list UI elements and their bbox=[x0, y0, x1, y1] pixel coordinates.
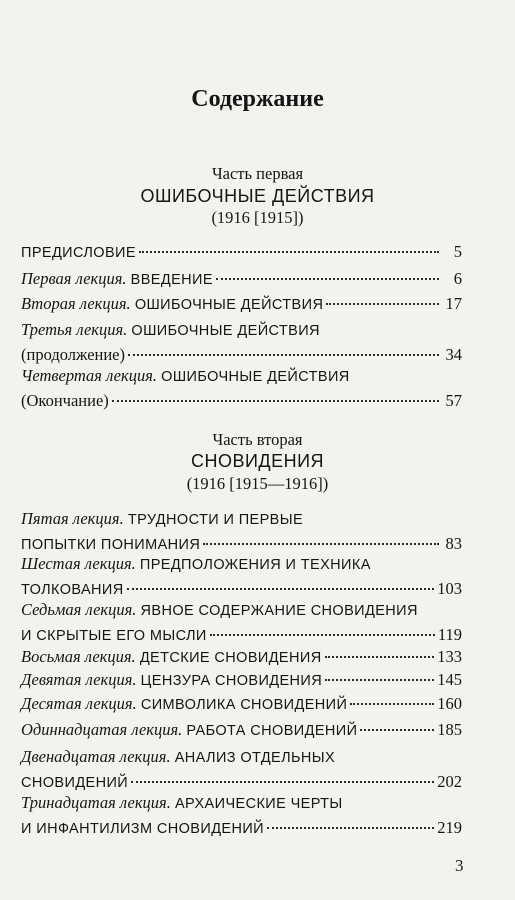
toc-entry-page: 160 bbox=[437, 694, 462, 713]
toc-entry-lecture: Первая лекция. bbox=[21, 269, 127, 288]
toc-entry-lecture: Восьмая лекция. bbox=[21, 647, 136, 666]
toc-entry-lecture-4[interactable] bbox=[21, 364, 462, 412]
part2-label: Часть вторая bbox=[212, 430, 303, 449]
dot-leader bbox=[267, 827, 434, 829]
page-title: Содержание bbox=[191, 86, 324, 112]
dot-leader bbox=[216, 278, 439, 280]
toc-entry-page: 5 bbox=[453, 242, 462, 261]
toc-entry-topic: ПРЕДИСЛОВИЕ bbox=[21, 245, 136, 261]
toc-entry-lecture-1[interactable] bbox=[21, 267, 462, 292]
dot-leader bbox=[203, 543, 439, 545]
dot-leader bbox=[326, 303, 439, 305]
dot-leader bbox=[325, 656, 435, 658]
toc-entry-lecture-7[interactable] bbox=[21, 598, 462, 648]
part1-heading: ОШИБОЧНЫЕ ДЕЙСТВИЯ bbox=[140, 186, 375, 206]
toc-entry-page: 83 bbox=[445, 534, 462, 553]
toc-entry-lecture-11[interactable] bbox=[21, 718, 462, 743]
toc-entry-page: 17 bbox=[445, 294, 462, 313]
part1-label: Часть первая bbox=[211, 164, 304, 183]
toc-entry-continuation: И СКРЫТЫЕ ЕГО МЫСЛИ bbox=[21, 628, 207, 644]
toc-entry-lecture: Седьмая лекция. bbox=[21, 600, 137, 619]
toc-entry-topic: ТРУДНОСТИ И ПЕРВЫЕ bbox=[127, 512, 304, 528]
dot-leader bbox=[210, 634, 435, 636]
dot-leader bbox=[139, 251, 439, 253]
toc-entry-topic: ВВЕДЕНИЕ bbox=[130, 272, 213, 288]
toc-entry-topic: ЯВНОЕ СОДЕРЖАНИЕ СНОВИДЕНИЯ bbox=[140, 603, 418, 619]
toc-entry-lecture-6[interactable] bbox=[21, 552, 462, 602]
toc-entry-lecture: Пятая лекция. bbox=[21, 509, 124, 528]
toc-entry-continuation: ПОПЫТКИ ПОНИМАНИЯ bbox=[21, 537, 201, 553]
dot-leader bbox=[360, 729, 434, 731]
toc-entry-page: 103 bbox=[437, 579, 462, 598]
toc-entry-topic: ОШИБОЧНЫЕ ДЕЙСТВИЯ bbox=[134, 297, 324, 313]
toc-entry-topic: ДЕТСКИЕ СНОВИДЕНИЯ bbox=[139, 650, 322, 666]
toc-entry-page: 34 bbox=[445, 345, 462, 364]
toc-entry-lecture-8[interactable] bbox=[21, 645, 462, 670]
part2-heading: СНОВИДЕНИЯ bbox=[190, 451, 325, 471]
toc-entry-lecture-13[interactable] bbox=[21, 791, 462, 841]
toc-entry-page: 6 bbox=[453, 269, 462, 288]
toc-entry-page: 119 bbox=[437, 625, 462, 644]
toc-entry-lecture-9[interactable] bbox=[21, 668, 462, 693]
dot-leader bbox=[325, 679, 434, 681]
toc-entry-page: 133 bbox=[437, 647, 462, 666]
toc-entry-preface[interactable] bbox=[21, 240, 462, 265]
dot-leader bbox=[112, 400, 439, 402]
toc-entry-page: 202 bbox=[437, 772, 462, 791]
toc-entry-continuation: ТОЛКОВАНИЯ bbox=[21, 582, 124, 598]
toc-entry-page: 145 bbox=[437, 670, 462, 689]
toc-entry-lecture-2[interactable] bbox=[21, 292, 462, 317]
toc-entry-lecture: Девятая лекция. bbox=[21, 670, 137, 689]
toc-entry-topic: ОШИБОЧНЫЕ ДЕЙСТВИЯ bbox=[161, 369, 350, 385]
dot-leader bbox=[127, 588, 435, 590]
dot-leader bbox=[131, 781, 434, 783]
dot-leader bbox=[350, 703, 434, 705]
toc-entry-lecture: Одиннадцатая лекция. bbox=[21, 720, 183, 739]
toc-entry-lecture: Третья лекция. bbox=[21, 320, 128, 339]
toc-entry-topic: СИМВОЛИКА СНОВИДЕНИЙ bbox=[140, 697, 348, 713]
dot-leader bbox=[128, 354, 439, 356]
toc-entry-page: 219 bbox=[437, 818, 462, 837]
toc-entry-topic: АНАЛИЗ ОТДЕЛЬНЫХ bbox=[174, 750, 336, 766]
toc-entry-page: 57 bbox=[445, 391, 462, 410]
toc-entry-lecture-12[interactable] bbox=[21, 745, 462, 795]
toc-entry-topic: ЦЕНЗУРА СНОВИДЕНИЯ bbox=[140, 673, 323, 689]
toc-entry-lecture-5[interactable] bbox=[21, 507, 462, 557]
toc-entry-lecture: Десятая лекция. bbox=[21, 694, 137, 713]
toc-entry-lecture-10[interactable] bbox=[21, 692, 462, 717]
part2-years: (1916 [1915—1916]) bbox=[186, 474, 329, 493]
toc-entry-continuation: (продолжение) bbox=[21, 345, 125, 364]
toc-entry-lecture-3[interactable] bbox=[21, 318, 462, 366]
toc-entry-continuation: СНОВИДЕНИЙ bbox=[21, 775, 129, 791]
toc-entry-continuation: И ИНФАНТИЛИЗМ СНОВИДЕНИЙ bbox=[21, 821, 264, 837]
toc-entry-lecture: Двенадцатая лекция. bbox=[21, 747, 171, 766]
toc-entry-topic: РАБОТА СНОВИДЕНИЙ bbox=[186, 723, 358, 739]
toc-entry-lecture: Шестая лекция. bbox=[21, 554, 136, 573]
part1-years: (1916 [1915]) bbox=[211, 208, 304, 227]
toc-entry-topic: ПРЕДПОЛОЖЕНИЯ И ТЕХНИКА bbox=[139, 557, 371, 573]
toc-entry-page: 185 bbox=[437, 720, 462, 739]
toc-entry-lecture: Четвертая лекция. bbox=[21, 366, 158, 385]
toc-entry-continuation: (Окончание) bbox=[21, 391, 109, 410]
toc-entry-lecture: Тринадцатая лекция. bbox=[21, 793, 171, 812]
toc-entry-lecture: Вторая лекция. bbox=[21, 294, 131, 313]
toc-entry-topic: ОШИБОЧНЫЕ ДЕЙСТВИЯ bbox=[131, 323, 320, 339]
page-number: 3 bbox=[455, 856, 464, 875]
toc-entry-topic: АРХАИЧЕСКИЕ ЧЕРТЫ bbox=[174, 796, 343, 812]
